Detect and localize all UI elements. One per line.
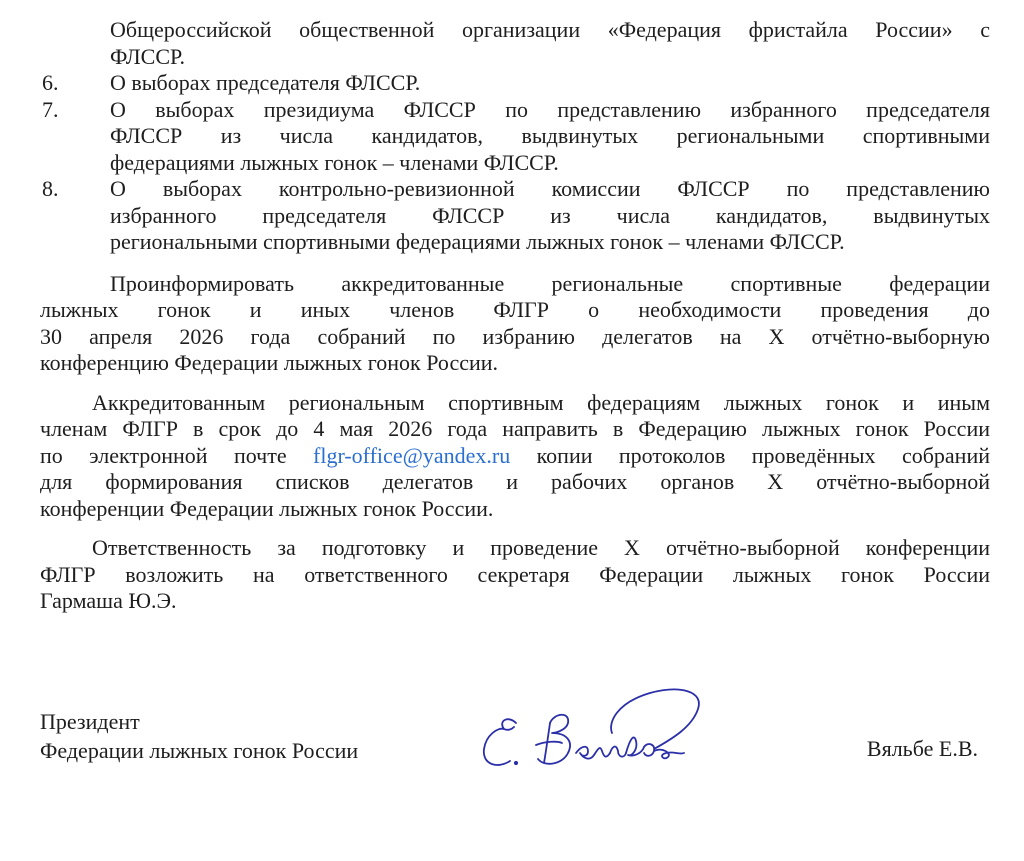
paragraph-line: для формирования списков делегатов и рабочих органов X отчётно-выборной (40, 469, 990, 494)
paragraph-line: Проинформировать аккредитованные региональные спортивные федерации (110, 270, 990, 296)
paragraph-send-protocols (40, 390, 990, 523)
signatory-organization: Федерации лыжных гонок России (40, 738, 359, 763)
paragraph-line-with-email (40, 443, 990, 470)
signature-block (40, 707, 990, 787)
continuation-text (40, 17, 990, 70)
item-number: 6. (42, 70, 59, 95)
signatory-name: Вяльбе Е.В. (866, 736, 978, 761)
paragraph-line: конференции Федерации лыжных гонок России. (40, 495, 494, 521)
agenda-item-7 (40, 97, 990, 177)
continuation-line: ФЛССР. (110, 43, 185, 69)
paragraph-line: ФЛГР возложить на ответственного секретаря Федерации лыжных гонок России (40, 561, 990, 587)
agenda-item-6 (40, 70, 990, 97)
item-number: 7. (42, 96, 59, 122)
paragraph-line: конференцию Федерации лыжных гонок России. (40, 350, 499, 375)
paragraph-line: лыжных гонок и иных членов ФЛГР о необходимости проведения до (40, 297, 990, 322)
item-line: региональными спортивными федерациями лыжных гонок – членами ФЛССР. (110, 229, 845, 254)
handwritten-signature-icon (458, 683, 718, 779)
item-text (110, 70, 990, 97)
item-number: 8. (42, 176, 59, 201)
item-line: О выборах президиума ФЛССР по представлению избранного председателя (110, 96, 990, 122)
paragraph-inform-federations (40, 271, 990, 377)
item-text (110, 176, 990, 256)
paragraph-line: 30 апреля 2026 года собраний по избранию делегатов на X отчётно-выборную (40, 323, 990, 349)
document-page (40, 17, 990, 615)
text-before-email: по электронной почте (40, 442, 314, 468)
email-link[interactable]: flgr-office@yandex.ru (313, 442, 511, 468)
paragraph-line: Аккредитованным региональным спортивным федерациям лыжных гонок и иным (92, 389, 990, 415)
paragraph-line: членам ФЛГР в срок до 4 мая 2026 года направить в Федерацию лыжных гонок России (40, 416, 990, 441)
paragraph-line: Гармаша Ю.Э. (40, 588, 177, 613)
item-text (110, 97, 990, 177)
item-line: О выборах председателя ФЛССР. (110, 70, 421, 95)
agenda-item-8 (40, 176, 990, 256)
item-line: О выборах контрольно-ревизионной комиссии ФЛССР по представлению (110, 176, 990, 201)
item-line: федерациями лыжных гонок – членами ФЛССР. (110, 149, 559, 175)
paragraph-line: Ответственность за подготовку и проведение X отчётно-выборной конференции (92, 535, 990, 560)
signatory-position: Президент (40, 709, 140, 734)
signatory-title (40, 707, 358, 765)
item-line: избранного председателя ФЛССР из числа кандидатов, выдвинутых (110, 202, 990, 228)
paragraph-responsibility (40, 535, 990, 615)
text-after-email: копии протоколов проведённых собраний (510, 442, 991, 468)
continuation-line: Общероссийской общественной организации «Федерация фристайла России» с (110, 17, 990, 42)
item-line: ФЛССР из числа кандидатов, выдвинутых региональными спортивными (110, 123, 990, 148)
